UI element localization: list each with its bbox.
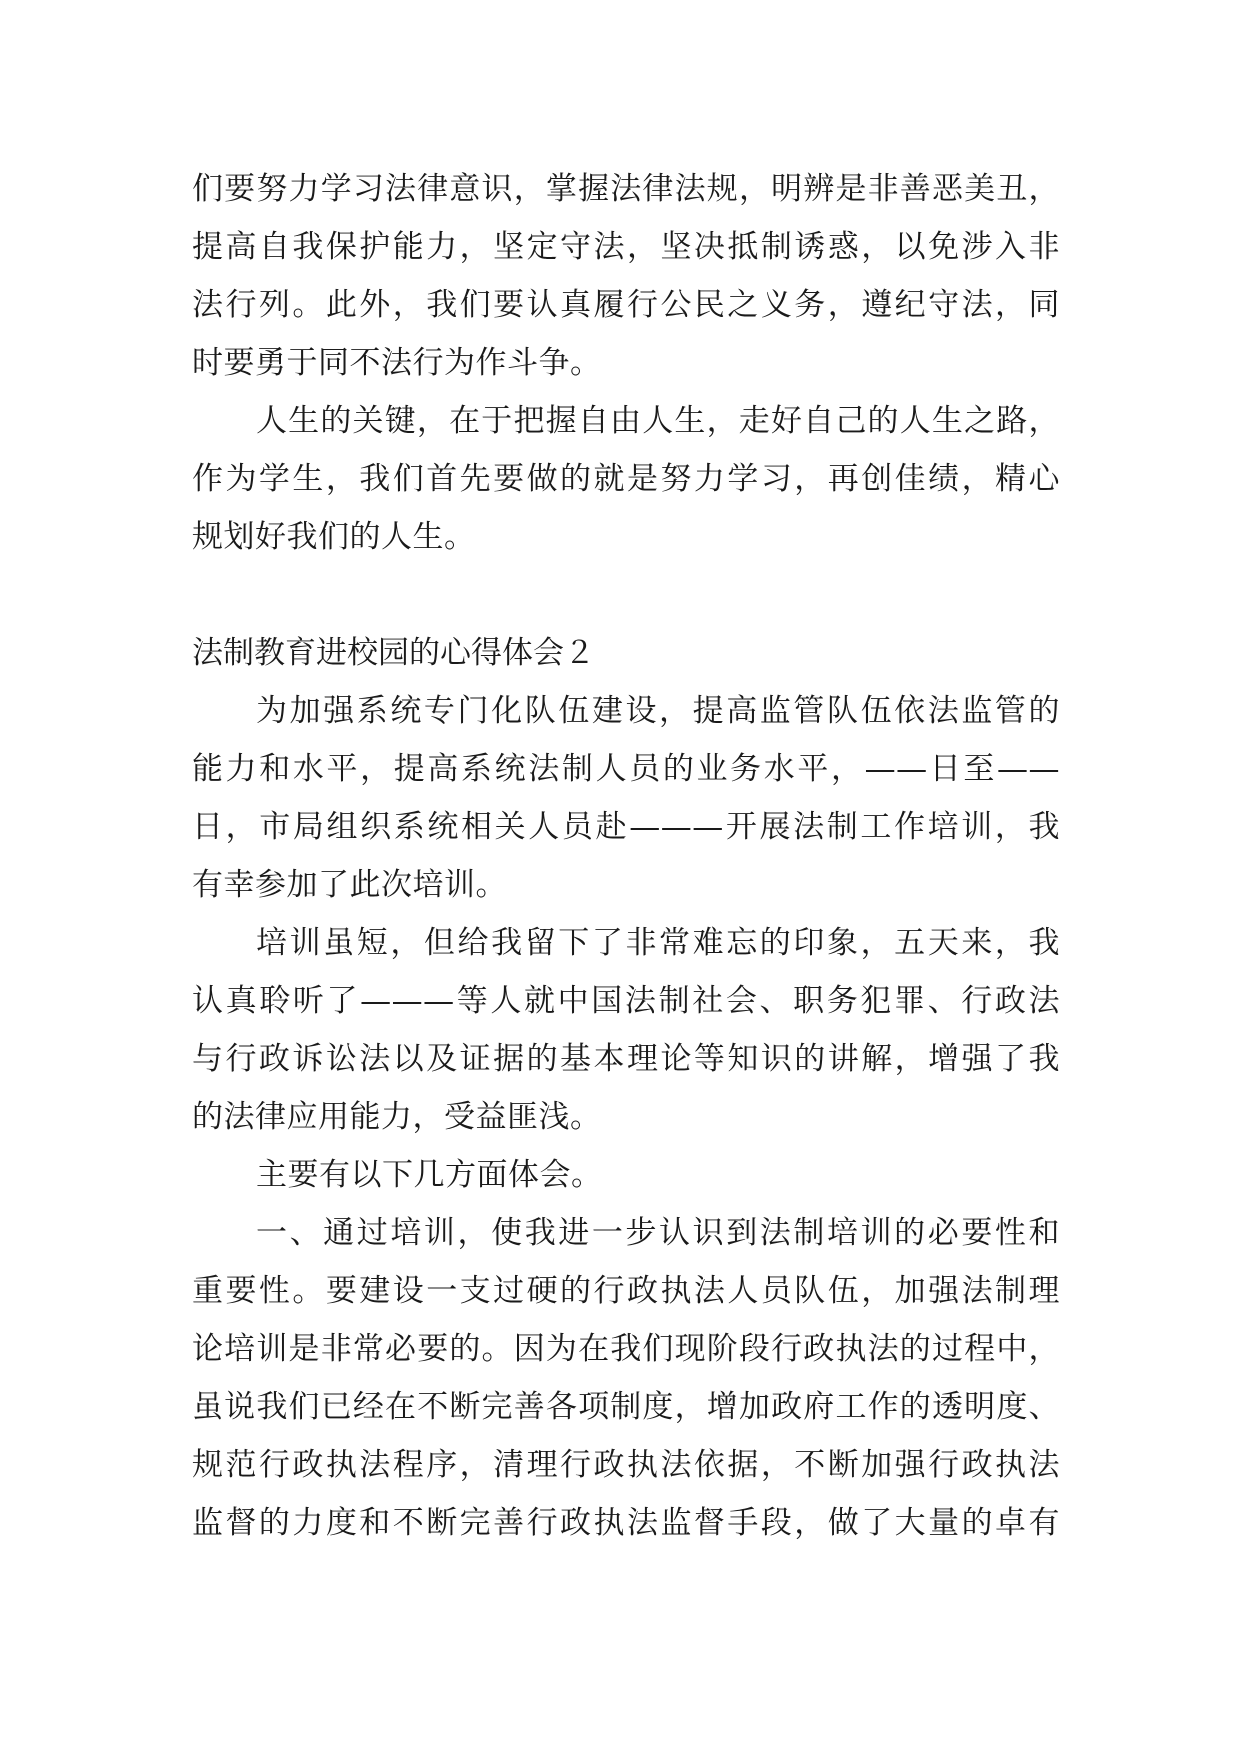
- text-line: 为加强系统专门化队伍建设，提高监管队伍依法监管的: [256, 693, 1060, 729]
- paragraph: [192, 392, 1060, 566]
- paragraph: [192, 1146, 1060, 1204]
- text-line: 与行政诉讼法以及证据的基本理论等知识的讲解，增强了我: [192, 1041, 1060, 1077]
- text-line: 认真聆听了———等人就中国法制社会、职务犯罪、行政法: [192, 983, 1060, 1019]
- text-line: 法行列。此外，我们要认真履行公民之义务，遵纪守法，同: [192, 287, 1060, 323]
- text-line: 一、通过培训，使我进一步认识到法制培训的必要性和: [256, 1215, 1060, 1251]
- text-line: 规范行政执法程序，清理行政执法依据，不断加强行政执法: [192, 1447, 1060, 1483]
- text-line: 人生的关键，在于把握自由人生，走好自己的人生之路，: [256, 403, 1060, 439]
- text-line: 规划好我们的人生。: [192, 519, 476, 555]
- text-line: 主要有以下几方面体会。: [256, 1157, 603, 1193]
- blank-line: [192, 566, 1060, 624]
- paragraph: [192, 160, 1060, 392]
- text-line: 重要性。要建设一支过硬的行政执法人员队伍，加强法制理: [192, 1273, 1060, 1309]
- document-body: [192, 160, 1060, 1552]
- paragraph: [192, 682, 1060, 914]
- section-heading: 法制教育进校园的心得体会２: [192, 635, 595, 671]
- text-line: 日，市局组织系统相关人员赴———开展法制工作培训，我: [192, 809, 1060, 845]
- text-line: 能力和水平，提高系统法制人员的业务水平，——日至——: [192, 751, 1060, 787]
- text-line: 的法律应用能力，受益匪浅。: [192, 1099, 602, 1135]
- text-line: 时要勇于同不法行为作斗争。: [192, 345, 602, 381]
- paragraph: [192, 1204, 1060, 1552]
- text-line: 作为学生，我们首先要做的就是努力学习，再创佳绩，精心: [192, 461, 1060, 497]
- text-line: 论培训是非常必要的。因为在我们现阶段行政执法的过程中，: [192, 1331, 1060, 1367]
- text-line: 有幸参加了此次培训。: [192, 867, 507, 903]
- text-line: 虽说我们已经在不断完善各项制度，增加政府工作的透明度、: [192, 1389, 1060, 1425]
- text-line: 监督的力度和不断完善行政执法监督手段，做了大量的卓有: [192, 1505, 1060, 1541]
- text-line: 们要努力学习法律意识，掌握法律法规，明辨是非善恶美丑，: [192, 171, 1060, 207]
- paragraph: [192, 914, 1060, 1146]
- text-line: 培训虽短，但给我留下了非常难忘的印象，五天来，我: [256, 925, 1060, 961]
- text-line: 提高自我保护能力，坚定守法，坚决抵制诱惑，以免涉入非: [192, 229, 1060, 265]
